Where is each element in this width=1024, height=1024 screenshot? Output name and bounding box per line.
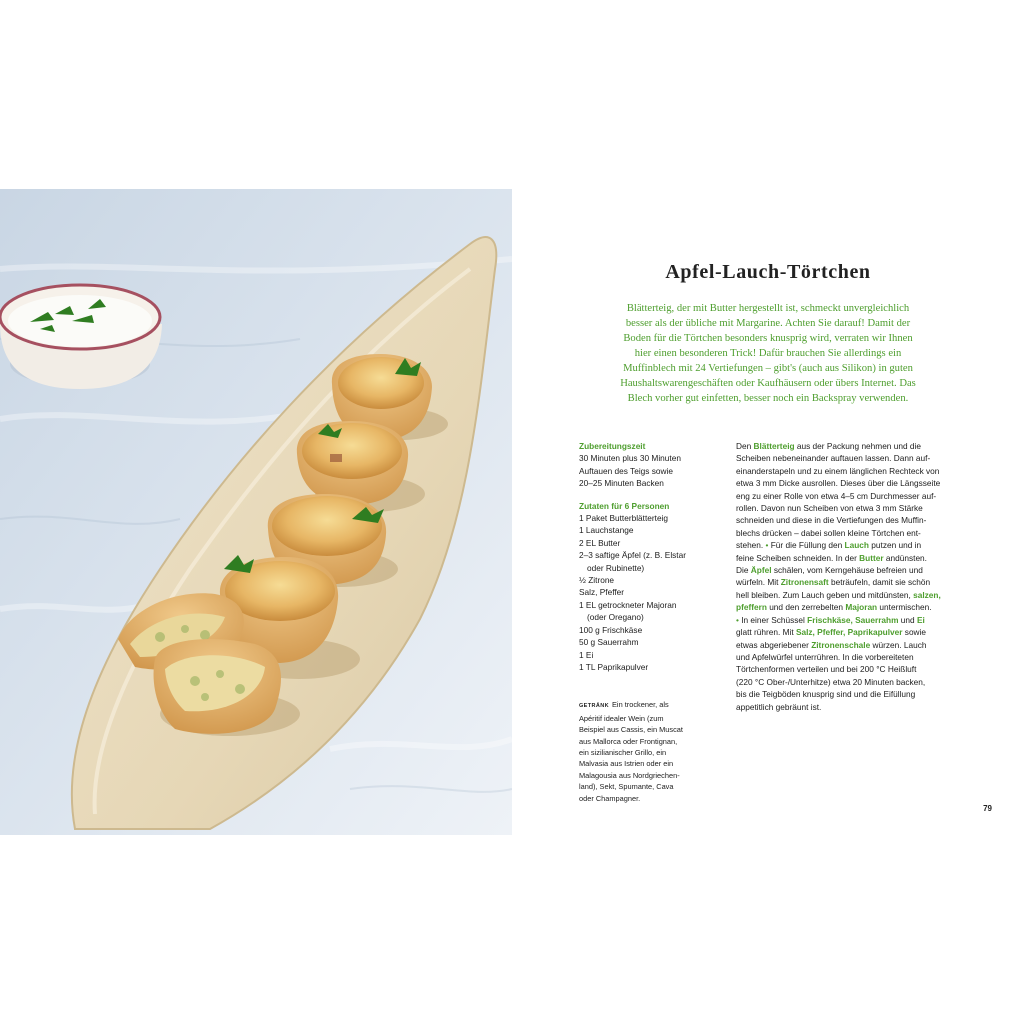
ingredient-highlight: Majoran <box>845 602 878 613</box>
method-line <box>736 465 948 477</box>
ingredient-highlight: Frischkäse, Sauerrahm <box>807 614 899 625</box>
drink-line: Malagousia aus Nordgriechen- <box>579 770 680 780</box>
ingredient-item: 1 Lauchstange <box>579 525 634 536</box>
method-text: stehen. <box>736 540 766 551</box>
method-line <box>736 701 948 713</box>
method-line <box>736 490 948 502</box>
method-text: Die <box>736 565 751 576</box>
ingredients-heading: Zutaten für 6 Personen <box>579 500 670 511</box>
method-text: schneiden und diese in die Vertiefungen des Muffin- <box>736 515 927 526</box>
drink-label: GETRÄNK <box>579 703 609 710</box>
intro-line: Muffinblech mit 24 Vertiefungen – gibt's (auch aus Silikon) in guten <box>623 363 913 374</box>
ingredient-item: 1 Ei <box>579 649 594 660</box>
drink-line: land), Sekt, Spumante, Cava <box>579 782 674 792</box>
ingredient-highlight: Ei <box>916 614 925 625</box>
method-text: rollen. Davon nun Scheiben von etwa 3 mm Stärke <box>736 503 923 514</box>
method-text: untermischen. <box>877 602 932 613</box>
intro-line: Haushaltswarengeschäften oder Kaufhäusern oder übers Internet. Das <box>620 378 916 389</box>
ingredient-item: 1 EL getrockneter Majoran <box>579 599 677 610</box>
method-text: putzen und in <box>868 540 922 551</box>
intro-line: Boden für die Törtchen besonders knusprig wird, verraten wir Ihnen <box>623 333 913 344</box>
drink-line: Beispiel aus Cassis, ein Muscat <box>579 725 683 735</box>
method-text: bis die Teigböden knusprig sind und die Eifüllung <box>736 689 916 700</box>
method-line <box>736 452 948 464</box>
ingredient-highlight: pfeffern <box>736 602 767 613</box>
intro-line: besser als der übliche mit Margarine. Achten Sie darauf! Damit der <box>625 318 911 329</box>
ingredient-item: (oder Oregano) <box>587 612 644 623</box>
prep-time-line: 20–25 Minuten Backen <box>579 478 664 489</box>
ingredient-highlight: Salz, Pfeffer, Paprikapulver <box>795 627 903 638</box>
drink-line: Ein trockener, als <box>612 700 669 710</box>
method-text: und den zerrebelten <box>766 602 846 613</box>
drink-line: ein sizilianischer Grillo, ein <box>579 747 667 757</box>
ingredient-item: 50 g Sauerrahm <box>579 637 639 648</box>
step-bullet: • <box>765 540 769 551</box>
method-text: schälen, vom Kerngehäuse befreien und <box>771 565 923 576</box>
method-text: und <box>898 614 917 625</box>
drink-line: Apéritif idealer Wein (zum <box>579 713 664 723</box>
method-text: feine Scheiben schneiden. In der <box>736 552 860 563</box>
recipe-intro <box>592 301 944 406</box>
method-text: (220 °C Ober-/Unterhitze) etwa 20 Minuten backen, <box>736 676 926 687</box>
method-line <box>736 601 948 613</box>
ingredient-item: 2–3 saftige Äpfel (z. B. Elstar <box>579 550 686 561</box>
method-text: blechs drücken – dabei sollen kleine Törtchen ent- <box>736 527 921 538</box>
method-line <box>736 440 948 452</box>
method-text: sowie <box>902 627 927 638</box>
method-line <box>736 614 948 626</box>
ingredient-highlight: Blätterteig <box>753 441 795 451</box>
method-line <box>736 502 948 514</box>
method-line <box>736 589 948 601</box>
food-photo <box>0 189 512 835</box>
ingredient-item: ½ Zitrone <box>579 575 615 586</box>
drink-line: aus Mallorca oder Frontignan, <box>579 736 678 746</box>
method-text: Für die Füllung den <box>768 540 845 551</box>
drink-recommendation <box>579 699 729 804</box>
method-line <box>736 626 948 638</box>
method-text: beträufeln, damit sie schön <box>828 577 931 588</box>
drink-line: oder Champagner. <box>579 793 641 803</box>
method-line <box>736 663 948 675</box>
method-text: würfeln. Mit <box>736 577 781 588</box>
method-text: andünsten. <box>883 552 927 563</box>
method-text: würzen. Lauch <box>870 639 927 650</box>
method-line <box>736 527 948 539</box>
method-line <box>736 564 948 576</box>
ingredient-highlight: Äpfel <box>750 565 772 576</box>
drink-line: Malvasia aus Istrien oder ein <box>579 759 674 769</box>
recipe-method <box>736 440 948 713</box>
intro-line: Blätterteig, der mit Butter hergestellt ist, schmeckt unvergleichlich <box>626 303 910 314</box>
method-line <box>736 576 948 588</box>
ingredient-item: Salz, Pfeffer <box>579 587 625 598</box>
method-text: Den <box>736 441 754 451</box>
method-line <box>736 676 948 688</box>
recipe-title: Apfel-Lauch-Törtchen <box>665 261 871 283</box>
ingredient-highlight: Lauch <box>844 540 869 551</box>
page-number: 79 <box>983 804 992 813</box>
ingredient-highlight: Zitronensaft <box>780 577 829 588</box>
ingredient-item: 2 EL Butter <box>579 537 621 548</box>
ingredient-item: oder Rubinette) <box>587 562 645 573</box>
ingredient-highlight: Butter <box>859 552 884 563</box>
recipe-sidebar <box>579 440 729 804</box>
method-text: hell bleiben. Zum Lauch geben und mitdünsten, <box>736 589 914 600</box>
book-spread <box>0 189 1024 835</box>
prep-time-line: Auftauen des Teigs sowie <box>579 465 673 476</box>
method-text: etwas abgeriebener <box>736 639 812 650</box>
method-line <box>736 651 948 663</box>
method-text: glatt rühren. Mit <box>736 627 796 638</box>
method-text: etwa 3 mm Dicke ausrollen. Dieses über die Längsseite <box>736 478 941 489</box>
intro-line: hier einen besonderen Trick! Dafür brauchen Sie allerdings ein <box>634 348 902 359</box>
method-text: eng zu einer Rolle von etwa 4–5 cm Durchmesser auf- <box>736 490 937 501</box>
method-text: Scheiben nebeneinander auftauen lassen. Dann auf- <box>736 453 931 464</box>
method-line <box>736 688 948 700</box>
ingredient-highlight: Zitronenschale <box>811 639 871 650</box>
step-bullet: • <box>736 614 739 625</box>
method-line <box>736 539 948 551</box>
method-text: einanderstapeln und zu einem länglichen Rechteck von <box>736 465 940 476</box>
method-line <box>736 477 948 489</box>
method-text: und Apfelwürfel unterrühren. In die vorbereiteten <box>736 651 914 662</box>
ingredient-highlight: salzen, <box>913 589 941 600</box>
ingredient-item: 1 Paket Butterblätterteig <box>579 513 669 524</box>
method-line <box>736 552 948 564</box>
prep-time-line: 30 Minuten plus 30 Minuten <box>579 453 681 464</box>
method-text: appetitlich gebräunt ist. <box>736 701 822 712</box>
method-text: Törtchenformen verteilen und bei 200 °C Heißluft <box>736 664 917 675</box>
prep-time-heading: Zubereitungszeit <box>579 441 646 451</box>
recipe-page <box>512 189 1024 835</box>
intro-line: Blech vorher gut einfetten, besser noch ein Backspray verwenden. <box>627 393 909 404</box>
method-text: In einer Schüssel <box>738 614 808 625</box>
method-line <box>736 639 948 651</box>
ingredient-item: 1 TL Paprikapulver <box>579 661 649 672</box>
method-line <box>736 514 948 526</box>
method-text: aus der Packung nehmen und die <box>794 441 921 451</box>
ingredient-item: 100 g Frischkäse <box>579 624 643 635</box>
